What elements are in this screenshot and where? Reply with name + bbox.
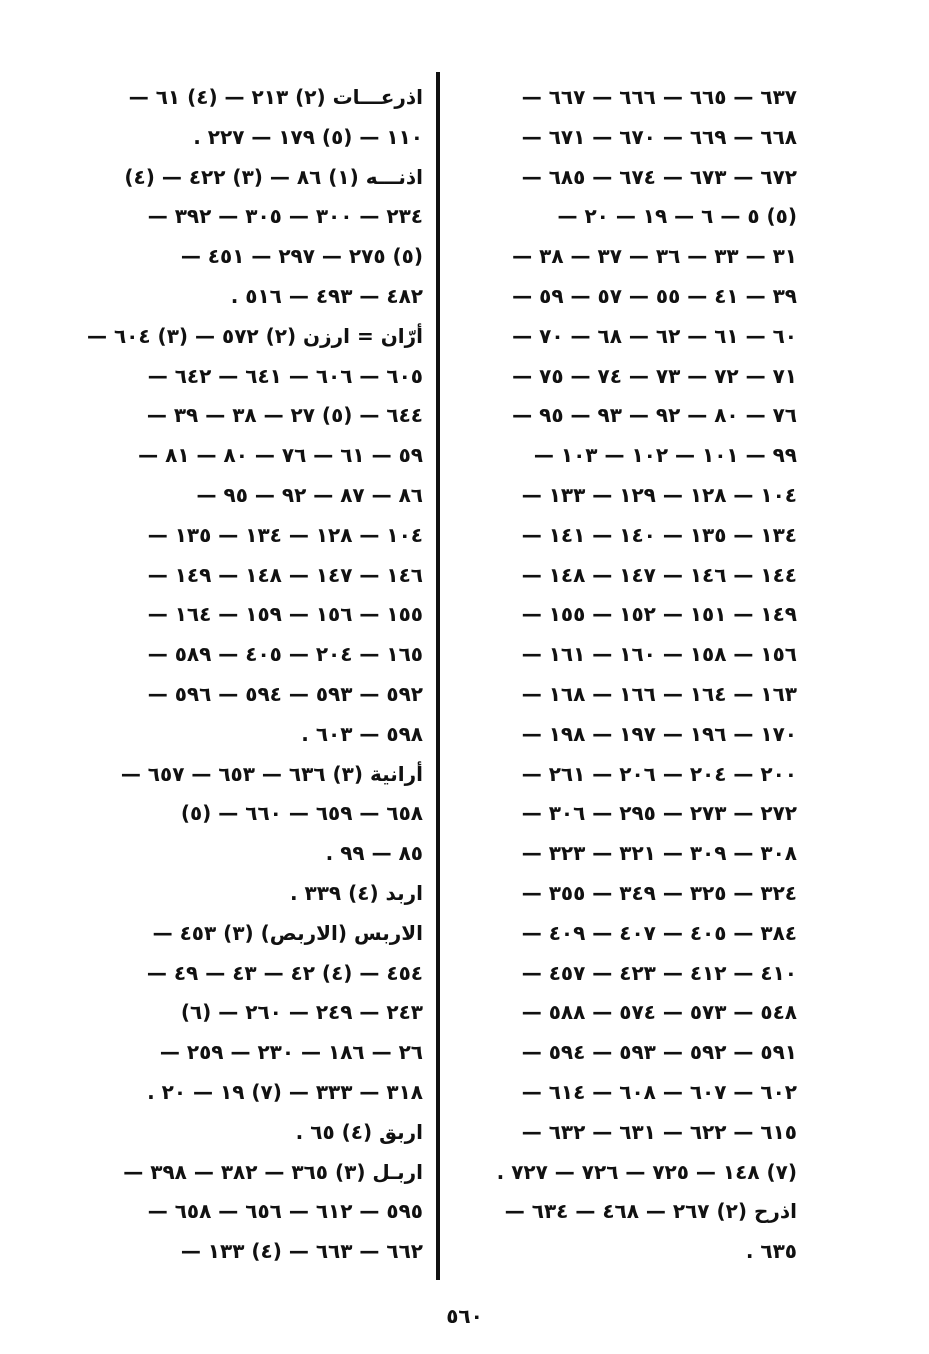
index-line: ٦٠ — ٦١ — ٦٢ — ٦٨ — ٧٠ —: [512, 323, 797, 348]
index-line: الاربس (الاربص) (٣) ٤٥٣ —: [152, 920, 423, 945]
index-line: ١٧٠ — ١٩٦ — ١٩٧ — ١٩٨ —: [521, 721, 797, 746]
index-line: اذرح (٢) ٢٦٧ — ٤٦٨ — ٦٣٤ —: [504, 1199, 797, 1224]
index-line: ١١٠ — (٥) ١٧٩ — ٢٢٧ .: [193, 124, 423, 149]
index-line: اذرعـــات (٢) ٢١٣ — (٤) ٦١ —: [128, 85, 423, 109]
index-line: ٢٧٢ — ٢٧٣ — ٢٩٥ — ٣٠٦ —: [521, 801, 797, 826]
index-line: ٣٩ — ٤١ — ٥٥ — ٥٧ — ٥٩ —: [512, 283, 797, 308]
page-number: ٥٦٠: [446, 1304, 483, 1328]
index-line: ٣١ — ٣٣ — ٣٦ — ٣٧ — ٣٨ —: [512, 244, 797, 269]
index-line: اربق (٤) ٦٥ .: [295, 1119, 423, 1144]
index-line: ٨٦ — ٨٧ — ٩٢ — ٩٥ —: [196, 482, 423, 507]
index-line: (٥) ٢٧٥ — ٢٩٧ — ٤٥١ —: [180, 244, 423, 269]
index-line: ٦١٥ — ٦٢٢ — ٦٣١ — ٦٣٢ —: [521, 1119, 797, 1144]
index-line: ٦٦٢ — ٦٦٣ — (٤) ١٣٣ —: [180, 1239, 423, 1264]
index-line: ١٥٥ — ١٥٦ — ١٥٩ — ١٦٤ —: [147, 602, 423, 627]
column-divider: [436, 72, 440, 1280]
index-line: ٧١ — ٧٢ — ٧٣ — ٧٤ — ٧٥ —: [512, 363, 797, 388]
index-line: ١٠٤ — ١٢٨ — ١٣٤ — ١٣٥ —: [147, 522, 423, 547]
index-line: ٦٧٢ — ٦٧٣ — ٦٧٤ — ٦٨٥ —: [521, 164, 797, 189]
index-line: ٦٥٨ — ٦٥٩ — ٦٦٠ — (٥): [180, 801, 423, 826]
index-line: اربـل (٣) ٣٦٥ — ٣٨٢ — ٣٩٨ —: [123, 1159, 423, 1184]
index-line: ٧٦ — ٨٠ — ٩٢ — ٩٣ — ٩٥ —: [512, 403, 797, 428]
index-line: ٥٤٨ — ٥٧٣ — ٥٧٤ — ٥٨٨ —: [521, 1000, 797, 1025]
right-index-column: [462, 78, 797, 1272]
index-line: أرّان = ارزن (٢) ٥٧٢ — (٣) ٦٠٤ —: [87, 323, 423, 348]
index-line: (٧) ١٤٨ — ٧٢٥ — ٧٢٦ — ٧٢٧ .: [496, 1159, 797, 1184]
index-line: ٥٩٥ — ٦١٢ — ٦٥٦ — ٦٥٨ —: [147, 1199, 423, 1224]
index-line: ٣١٨ — ٣٣٣ — (٧) ١٩ — ٢٠ .: [147, 1079, 423, 1104]
index-line: ٦٣٥ .: [745, 1239, 797, 1264]
index-line: ٦٦٨ — ٦٦٩ — ٦٧٠ — ٦٧١ —: [521, 124, 797, 149]
index-line: أرانية (٣) ٦٣٦ — ٦٥٣ — ٦٥٧ —: [120, 761, 423, 786]
index-line: ٣٠٨ — ٣٠٩ — ٣٢١ — ٣٢٣ —: [521, 841, 797, 866]
index-line: ٦٠٢ — ٦٠٧ — ٦٠٨ — ٦١٤ —: [521, 1079, 797, 1104]
left-index-column: [58, 78, 423, 1272]
index-line: اربد (٤) ٣٣٩ .: [289, 880, 423, 905]
index-line: ٥٩١ — ٥٩٢ — ٥٩٣ — ٥٩٤ —: [521, 1040, 797, 1065]
index-line: ١٤٩ — ١٥١ — ١٥٢ — ١٥٥ —: [521, 602, 797, 627]
index-line: ٢٤٣ — ٢٤٩ — ٢٦٠ — (٦): [180, 1000, 423, 1025]
index-line: ٥٩٨ — ٦٠٣ .: [301, 721, 423, 746]
index-line: ٦٠٥ — ٦٠٦ — ٦٤١ — ٦٤٢ —: [147, 363, 423, 388]
index-line: ٣٨٤ — ٤٠٥ — ٤٠٧ — ٤٠٩ —: [521, 920, 797, 945]
index-line: ٢٣٤ — ٣٠٠ — ٣٠٥ — ٣٩٢ —: [147, 204, 423, 229]
index-line: ٥٩ — ٦١ — ٧٦ — ٨٠ — ٨١ —: [138, 443, 423, 468]
index-line: ٨٥ — ٩٩ .: [325, 841, 423, 866]
index-line: ٣٢٤ — ٣٢٥ — ٣٤٩ — ٣٥٥ —: [521, 880, 797, 905]
index-line: ١٦٣ — ١٦٤ — ١٦٦ — ١٦٨ —: [521, 681, 797, 706]
index-line: ١٣٤ — ١٣٥ — ١٤٠ — ١٤١ —: [521, 522, 797, 547]
index-line: ٦٤٤ — (٥) ٢٧ — ٣٨ — ٣٩ —: [146, 403, 423, 428]
index-line: ١٤٤ — ١٤٦ — ١٤٧ — ١٤٨ —: [521, 562, 797, 587]
index-line: (٥) ٥ — ٦ — ١٩ — ٢٠ —: [557, 204, 797, 229]
index-line: ٤٨٢ — ٤٩٣ — ٥١٦ .: [230, 283, 423, 308]
index-line: ٢٠٠ — ٢٠٤ — ٢٠٦ — ٢٦١ —: [521, 761, 797, 786]
index-line: ١٠٤ — ١٢٨ — ١٢٩ — ١٣٣ —: [521, 482, 797, 507]
index-line: ٤٥٤ — (٤) ٤٢ — ٤٣ — ٤٩ —: [146, 960, 423, 985]
index-line: ٩٩ — ١٠١ — ١٠٢ — ١٠٣ —: [533, 443, 797, 468]
index-line: ٦٣٧ — ٦٦٥ — ٦٦٦ — ٦٦٧ —: [521, 85, 797, 109]
index-line: ٢٦ — ١٨٦ — ٢٣٠ — ٢٥٩ —: [159, 1040, 423, 1065]
index-line: ١٥٦ — ١٥٨ — ١٦٠ — ١٦١ —: [521, 642, 797, 667]
index-line: ١٤٦ — ١٤٧ — ١٤٨ — ١٤٩ —: [147, 562, 423, 587]
index-line: ٥٩٢ — ٥٩٣ — ٥٩٤ — ٥٩٦ —: [147, 681, 423, 706]
index-line: ٤١٠ — ٤١٢ — ٤٢٣ — ٤٥٧ —: [521, 960, 797, 985]
index-line: اذنـــه (١) ٨٦ — (٣) ٤٢٢ — (٤): [124, 164, 423, 189]
index-line: ١٦٥ — ٢٠٤ — ٤٠٥ — ٥٨٩ —: [147, 642, 423, 667]
